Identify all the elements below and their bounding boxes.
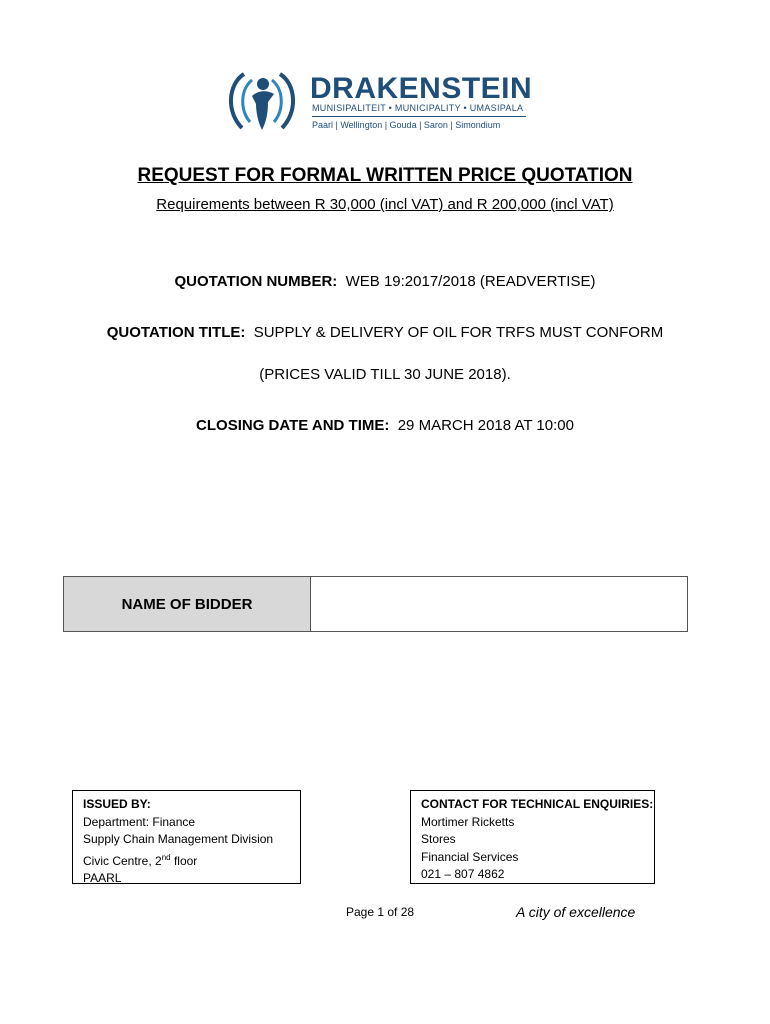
quotation-number-label: QUOTATION NUMBER: <box>174 273 338 290</box>
quotation-number-value: WEB 19:2017/2018 (READVERTISE) <box>345 273 596 290</box>
quotation-title-value: SUPPLY & DELIVERY OF OIL FOR TRFS MUST CONFORM <box>253 324 664 341</box>
issued-by-division: Supply Chain Management Division <box>83 832 274 846</box>
logo-towns: Paarl | Wellington | Gouda | Saron | Simondium <box>312 120 501 130</box>
bidder-name-field[interactable] <box>311 577 687 631</box>
issued-by-city: PAARL <box>83 871 122 885</box>
quotation-title-continuation: (PRICES VALID TILL 30 JUNE 2018). <box>259 366 511 383</box>
issued-by-heading: ISSUED BY: <box>83 797 151 811</box>
page-number: Page 1 of 28 <box>346 905 415 919</box>
closing-label: CLOSING DATE AND TIME: <box>196 417 390 434</box>
contact-division: Financial Services <box>421 849 519 864</box>
drakenstein-logo <box>222 64 532 136</box>
quotation-title-label: QUOTATION TITLE: <box>106 324 246 341</box>
municipality-emblem-icon <box>222 64 302 136</box>
quotation-number-line <box>0 273 770 290</box>
document-subtitle: Requirements between R 30,000 (incl VAT) and R 200,000 (incl VAT) <box>156 196 614 213</box>
closing-line <box>0 417 770 434</box>
contact-dept: Stores <box>421 832 456 846</box>
quotation-title-line <box>0 324 770 341</box>
logo-divider <box>312 116 526 117</box>
logo-wordmark: DRAKENSTEIN <box>310 72 533 105</box>
contact-heading: CONTACT FOR TECHNICAL ENQUIRIES: <box>421 797 654 811</box>
contact-name: Mortimer Ricketts <box>421 814 515 829</box>
logo-subtitle: MUNISIPALITEIT • MUNICIPALITY • UMASIPALA <box>312 103 524 113</box>
issued-by-department: Department: Finance <box>83 814 196 829</box>
document-title: REQUEST FOR FORMAL WRITTEN PRICE QUOTATION <box>137 165 633 186</box>
contact-phone: 021 – 807 4862 <box>421 867 505 881</box>
issued-by-address: Civic Centre, 2nd floor <box>83 852 198 868</box>
technical-contact-box <box>410 790 655 884</box>
issued-by-box <box>72 790 301 884</box>
bidder-table <box>63 576 688 632</box>
closing-value: 29 MARCH 2018 AT 10:00 <box>397 417 574 434</box>
bidder-label: NAME OF BIDDER <box>64 577 311 631</box>
footer-tagline: A city of excellence <box>516 904 636 920</box>
